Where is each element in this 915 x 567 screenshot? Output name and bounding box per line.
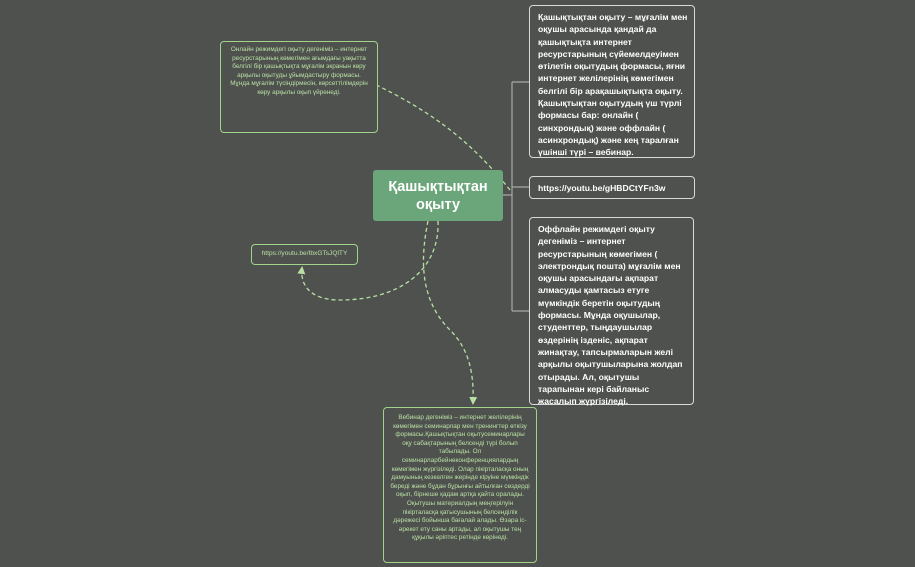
- offline-learning-text: Оффлайн режимдегі оқыту дегеніміз – интернет ресурстарының көмегімен ( электрондық пошта) мұғалім мен оқушы арасындағы ақпарат алмасуды қамтасыз етуге мүмкіндік беретін оқытудың формасы. Мұнда оқушылар, студенттер, тыңдаушылар өздерінің ізденіс, ақпарат жинақтау, тапсырмаларын желі арқылы оқытушыларына жолдап отырады. Ал, оқытушы тарапынан кері байланыс жасалып жүргізіледі.: [538, 224, 683, 407]
- definition-text: Қашықтықтан оқыту – мұғалім мен оқушы арасында қандай да қашықтықта интернет ресурстарының сүйемелдеуімен өтілетін оқытудың формасы, яғни интернет желілерінің көмегімен белгілі бір арақашықтықта оқыту. Қашықтықтан оқытудың үш түрлі формасы бар: онлайн ( синхрондық) және оффлайн ( асинхрондық) және кең таралған үшінші түрі – вебинар.: [538, 12, 688, 158]
- video-link-left-text[interactable]: https://youtu.be/IbxGTsJQlTY: [261, 250, 348, 257]
- webinar-text: Вебинар дегеніміз – интернет желілерінің көмегімен семинарлар мен тренингтер өткізу формасы.Қашықтықтан оқытусеминарлары оқу сабақтарының белсенді түрі болып табылады. Ол семинарларбейнеконференциялардың көмегімен жүргізіледі. Олар пікірталасқа оның дамуының кезкелген жерінде кіруіне мүмкіндік береді және бұдан бұрынғы айтылған сөздерді оқып, бірнеше қадам артқа қайта оралады. Оқытушы материалдың меңгерілуін пікірталасқа қатысушының белсенділік дәрежесі бойынша бағалай алады. Өзара іс-әрекет ету саны артады, ал оқытушы тең құқылы әріптес ретінде көрінеді.: [390, 414, 530, 542]
- video-link-node-left[interactable]: [251, 244, 358, 265]
- online-learning-text: Онлайн режимдегі оқыту дегеніміз – интернет ресурстарының көмегімен ағымдағы уақытта белгілі бір қашықтықта мұғалім экранын көру арқылы оқытуды ұйымдастыру формасы. Мұнда мұғалім түсіндірмесін, көрсеттілімдерін көру арқылы оқып үйренеді.: [230, 46, 368, 96]
- webinar-node[interactable]: [383, 407, 537, 563]
- offline-learning-node[interactable]: [529, 217, 694, 405]
- video-link-right-text[interactable]: https://youtu.be/gHBDCtYFn3w: [538, 183, 666, 193]
- video-link-node-right[interactable]: [529, 176, 695, 199]
- online-learning-node[interactable]: [220, 41, 378, 133]
- central-topic-label: Қашықтықтан оқыту: [388, 178, 488, 213]
- connector-webinar: [423, 221, 473, 403]
- definition-node[interactable]: [529, 5, 695, 158]
- right-bracket-connector: [503, 82, 529, 311]
- central-topic[interactable]: [373, 170, 503, 221]
